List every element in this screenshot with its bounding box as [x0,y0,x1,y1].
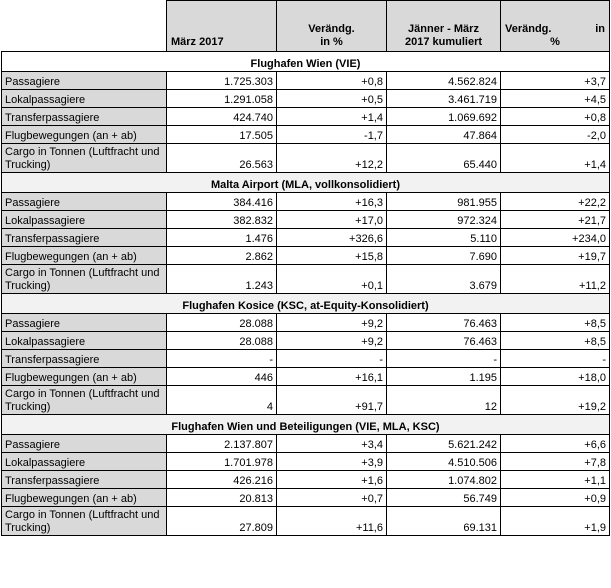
value-veraendg-kumuliert: +8,5 [501,332,610,350]
value-veraendg-monat: +1,4 [277,108,387,126]
section-header-row [2,294,610,314]
row-label: Lokalpassagiere [2,211,167,229]
value-jaenner-maerz-kumuliert: 1.069.692 [387,108,501,126]
header-maerz-2017: März 2017 [167,1,277,52]
value-maerz-2017: 1.476 [167,229,277,247]
value-maerz-2017: 28.088 [167,332,277,350]
table-row [2,193,610,211]
value-veraendg-kumuliert: +3,7 [501,72,610,90]
value-maerz-2017: 17.505 [167,126,277,144]
value-veraendg-monat: +3,9 [277,453,387,471]
value-maerz-2017: 27.809 [167,507,277,536]
value-veraendg-monat: +9,2 [277,314,387,332]
value-veraendg-kumuliert: +18,0 [501,368,610,386]
row-label: Transferpassagiere [2,229,167,247]
section-title: Flughafen Wien (VIE) [2,52,610,72]
value-veraendg-kumuliert: +234,0 [501,229,610,247]
value-maerz-2017: 2.862 [167,247,277,265]
value-maerz-2017: 26.563 [167,144,277,173]
value-veraendg-monat: +12,2 [277,144,387,173]
value-maerz-2017: - [167,350,277,368]
header-kumuliert-line2: 2017 kumuliert [404,36,483,48]
row-label: Transferpassagiere [2,471,167,489]
header-veraendg-line2: in % [320,36,343,48]
row-label: Flugbewegungen (an + ab) [2,489,167,507]
row-label: Lokalpassagiere [2,332,167,350]
header-veraendg-line1: Verändg. [308,23,355,35]
value-maerz-2017: 20.813 [167,489,277,507]
value-jaenner-maerz-kumuliert: 76.463 [387,314,501,332]
value-veraendg-monat: +0,1 [277,265,387,294]
header-veraendg2-word2: in [595,23,605,35]
table-row [2,265,610,294]
header-row [2,1,610,52]
value-jaenner-maerz-kumuliert: 47.864 [387,126,501,144]
table-row [2,144,610,173]
row-label: Passagiere [2,314,167,332]
table-row [2,368,610,386]
row-label: Passagiere [2,435,167,453]
table-row [2,126,610,144]
value-jaenner-maerz-kumuliert: 7.690 [387,247,501,265]
table-row [2,247,610,265]
value-maerz-2017: 1.725.303 [167,72,277,90]
value-jaenner-maerz-kumuliert: 4.510.506 [387,453,501,471]
table-row [2,471,610,489]
section-title: Flughafen Kosice (KSC, at-Equity-Konsolidiert) [2,294,610,314]
value-veraendg-kumuliert: +22,2 [501,193,610,211]
value-veraendg-kumuliert: +1,1 [501,471,610,489]
value-veraendg-kumuliert: +6,6 [501,435,610,453]
value-veraendg-kumuliert: +7,8 [501,453,610,471]
row-label: Cargo in Tonnen (Luftfracht und Trucking) [2,144,167,173]
row-label: Flugbewegungen (an + ab) [2,368,167,386]
row-label: Lokalpassagiere [2,453,167,471]
header-jaenner-maerz-kumuliert [387,1,501,52]
table-row [2,108,610,126]
value-veraendg-kumuliert: - [501,350,610,368]
value-veraendg-monat: - [277,350,387,368]
row-label: Cargo in Tonnen (Luftfracht und Trucking) [2,265,167,294]
row-label: Flugbewegungen (an + ab) [2,247,167,265]
value-jaenner-maerz-kumuliert: 972.324 [387,211,501,229]
value-maerz-2017: 1.243 [167,265,277,294]
header-blank-cell [2,1,167,52]
value-veraendg-monat: +15,8 [277,247,387,265]
value-veraendg-kumuliert: +11,2 [501,265,610,294]
row-label: Cargo in Tonnen (Luftfracht und Trucking) [2,507,167,536]
value-maerz-2017: 384.416 [167,193,277,211]
table-row [2,72,610,90]
value-jaenner-maerz-kumuliert: 3.679 [387,265,501,294]
value-jaenner-maerz-kumuliert: 5.110 [387,229,501,247]
value-jaenner-maerz-kumuliert: 56.749 [387,489,501,507]
row-label: Transferpassagiere [2,350,167,368]
value-maerz-2017: 4 [167,386,277,415]
value-jaenner-maerz-kumuliert: 12 [387,386,501,415]
section-title: Flughafen Wien und Beteiligungen (VIE, MLA, KSC) [2,415,610,435]
value-veraendg-kumuliert: +19,7 [501,247,610,265]
value-veraendg-kumuliert: +8,5 [501,314,610,332]
value-jaenner-maerz-kumuliert: 69.131 [387,507,501,536]
value-jaenner-maerz-kumuliert: - [387,350,501,368]
value-veraendg-monat: +0,7 [277,489,387,507]
value-veraendg-monat: +1,6 [277,471,387,489]
section-header-row [2,173,610,193]
value-maerz-2017: 28.088 [167,314,277,332]
value-maerz-2017: 382.832 [167,211,277,229]
table-row [2,229,610,247]
value-veraendg-kumuliert: +0,9 [501,489,610,507]
value-veraendg-kumuliert: +4,5 [501,90,610,108]
row-label: Lokalpassagiere [2,90,167,108]
value-jaenner-maerz-kumuliert: 4.562.824 [387,72,501,90]
value-veraendg-monat: +326,6 [277,229,387,247]
header-veraendg-kumuliert [501,1,610,52]
table-row [2,453,610,471]
section-header-row [2,52,610,72]
value-veraendg-kumuliert: +19,2 [501,386,610,415]
value-veraendg-monat: +16,3 [277,193,387,211]
table-row [2,435,610,453]
value-jaenner-maerz-kumuliert: 76.463 [387,332,501,350]
value-jaenner-maerz-kumuliert: 65.440 [387,144,501,173]
header-veraendg-in-prozent [277,1,387,52]
row-label: Passagiere [2,193,167,211]
value-veraendg-monat: -1,7 [277,126,387,144]
row-label: Passagiere [2,72,167,90]
value-jaenner-maerz-kumuliert: 1.195 [387,368,501,386]
value-maerz-2017: 1.291.058 [167,90,277,108]
header-kumuliert-line1: Jänner - März [408,23,479,35]
value-veraendg-monat: +11,6 [277,507,387,536]
value-veraendg-kumuliert: +1,4 [501,144,610,173]
header-veraendg2-word1: Verändg. [505,23,552,35]
value-veraendg-kumuliert: +0,8 [501,108,610,126]
value-veraendg-monat: +17,0 [277,211,387,229]
value-veraendg-monat: +0,8 [277,72,387,90]
section-header-row [2,415,610,435]
table-row [2,314,610,332]
table-row [2,386,610,415]
table-row [2,332,610,350]
value-veraendg-kumuliert: +1,9 [501,507,610,536]
row-label: Transferpassagiere [2,108,167,126]
table-row [2,350,610,368]
value-veraendg-monat: +0,5 [277,90,387,108]
row-label: Flugbewegungen (an + ab) [2,126,167,144]
table-row [2,507,610,536]
value-jaenner-maerz-kumuliert: 981.955 [387,193,501,211]
value-veraendg-kumuliert: -2,0 [501,126,610,144]
value-maerz-2017: 1.701.978 [167,453,277,471]
value-maerz-2017: 424.740 [167,108,277,126]
table-row [2,489,610,507]
value-veraendg-monat: +91,7 [277,386,387,415]
table-row [2,90,610,108]
row-label: Cargo in Tonnen (Luftfracht und Trucking) [2,386,167,415]
value-maerz-2017: 446 [167,368,277,386]
value-veraendg-monat: +16,1 [277,368,387,386]
table-row [2,211,610,229]
section-title: Malta Airport (MLA, vollkonsolidiert) [2,173,610,193]
value-veraendg-monat: +9,2 [277,332,387,350]
traffic-statistics-table [1,0,610,536]
value-maerz-2017: 426.216 [167,471,277,489]
value-jaenner-maerz-kumuliert: 3.461.719 [387,90,501,108]
value-jaenner-maerz-kumuliert: 1.074.802 [387,471,501,489]
value-jaenner-maerz-kumuliert: 5.621.242 [387,435,501,453]
value-veraendg-monat: +3,4 [277,435,387,453]
value-veraendg-kumuliert: +21,7 [501,211,610,229]
value-maerz-2017: 2.137.807 [167,435,277,453]
header-veraendg2-line2: % [550,36,560,48]
